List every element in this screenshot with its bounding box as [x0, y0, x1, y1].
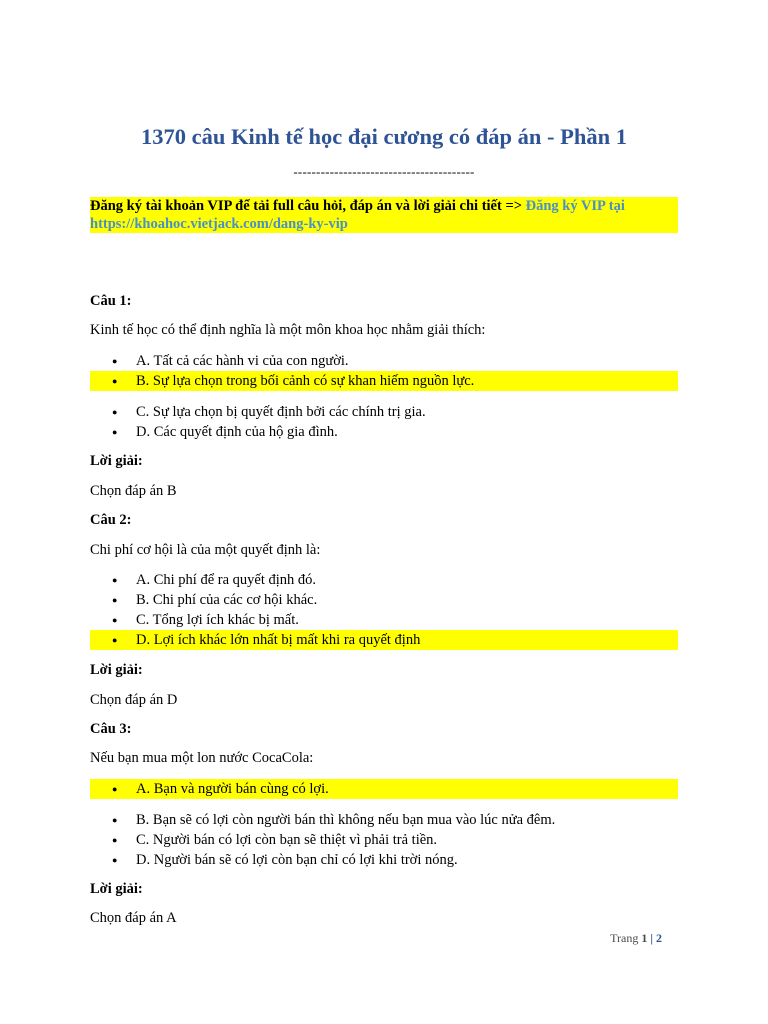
question-3-options-cont [90, 810, 678, 870]
q2-option-b: ● B. Chi phí của các cơ hội khác. [90, 590, 678, 610]
footer-prefix: Trang [610, 931, 639, 945]
q2-option-d-correct: ● D. Lợi ích khác lớn nhất bị mất khi ra quyết định [90, 630, 678, 650]
page-footer [560, 931, 662, 946]
q2-option-c: ● C. Tổng lợi ích khác bị mất. [90, 610, 678, 630]
q3-option-b: ● B. Bạn sẽ có lợi còn người bán thì không nếu bạn mua vào lúc nửa đêm. [90, 810, 678, 830]
question-2-options [90, 570, 678, 650]
title-divider: ---------------------------------------- [293, 164, 475, 179]
footer-separator: | [650, 931, 653, 945]
q3-option-d: ● D. Người bán sẽ có lợi còn bạn chỉ có lợi khi trời nóng. [90, 850, 678, 870]
question-3-text: Nếu bạn mua một lon nước CocaCola: [90, 750, 314, 766]
question-1-answer: Chọn đáp án B [90, 483, 177, 499]
vip-banner [90, 197, 678, 233]
question-3-options [90, 779, 678, 799]
vip-text: Đăng ký tài khoản VIP để tải full câu hỏi, đáp án và lời giải chi tiết => [90, 198, 522, 214]
q1-option-b-correct: ● B. Sự lựa chọn trong bối cảnh có sự khan hiếm nguồn lực. [90, 371, 678, 391]
question-2-text: Chi phí cơ hội là của một quyết định là: [90, 542, 321, 558]
question-1-label: Câu 1: [90, 293, 132, 309]
question-1-solution-label: Lời giải: [90, 453, 143, 469]
question-1-options-cont [90, 402, 678, 442]
q3-option-c: ● C. Người bán có lợi còn bạn sẽ thiệt vì phải trả tiền. [90, 830, 678, 850]
question-3-label: Câu 3: [90, 721, 132, 737]
q1-option-a: ● A. Tất cả các hành vi của con người. [90, 351, 678, 371]
q1-option-c: ● C. Sự lựa chọn bị quyết định bởi các chính trị gia. [90, 402, 678, 422]
question-1-text: Kinh tế học có thể định nghĩa là một môn khoa học nhằm giải thích: [90, 322, 486, 338]
vip-register-link[interactable]: Đăng ký VIP tại [525, 198, 625, 214]
question-2-solution-label: Lời giải: [90, 662, 143, 678]
question-1-options [90, 351, 678, 391]
question-3-answer: Chọn đáp án A [90, 910, 177, 926]
vip-url-link[interactable]: https://khoahoc.vietjack.com/dang-ky-vip [90, 216, 348, 232]
question-3-solution-label: Lời giải: [90, 881, 143, 897]
question-2-answer: Chọn đáp án D [90, 692, 178, 708]
q1-option-d: ● D. Các quyết định của hộ gia đình. [90, 422, 678, 442]
question-2-label: Câu 2: [90, 512, 132, 528]
page-title: 1370 câu Kinh tế học đại cương có đáp án - Phần 1 [140, 124, 628, 149]
footer-total-pages: 2 [656, 931, 662, 945]
q3-option-a-correct: ● A. Bạn và người bán cùng có lợi. [90, 779, 678, 799]
q2-option-a: ● A. Chi phí để ra quyết định đó. [90, 570, 678, 590]
footer-page-number: 1 [641, 931, 648, 945]
